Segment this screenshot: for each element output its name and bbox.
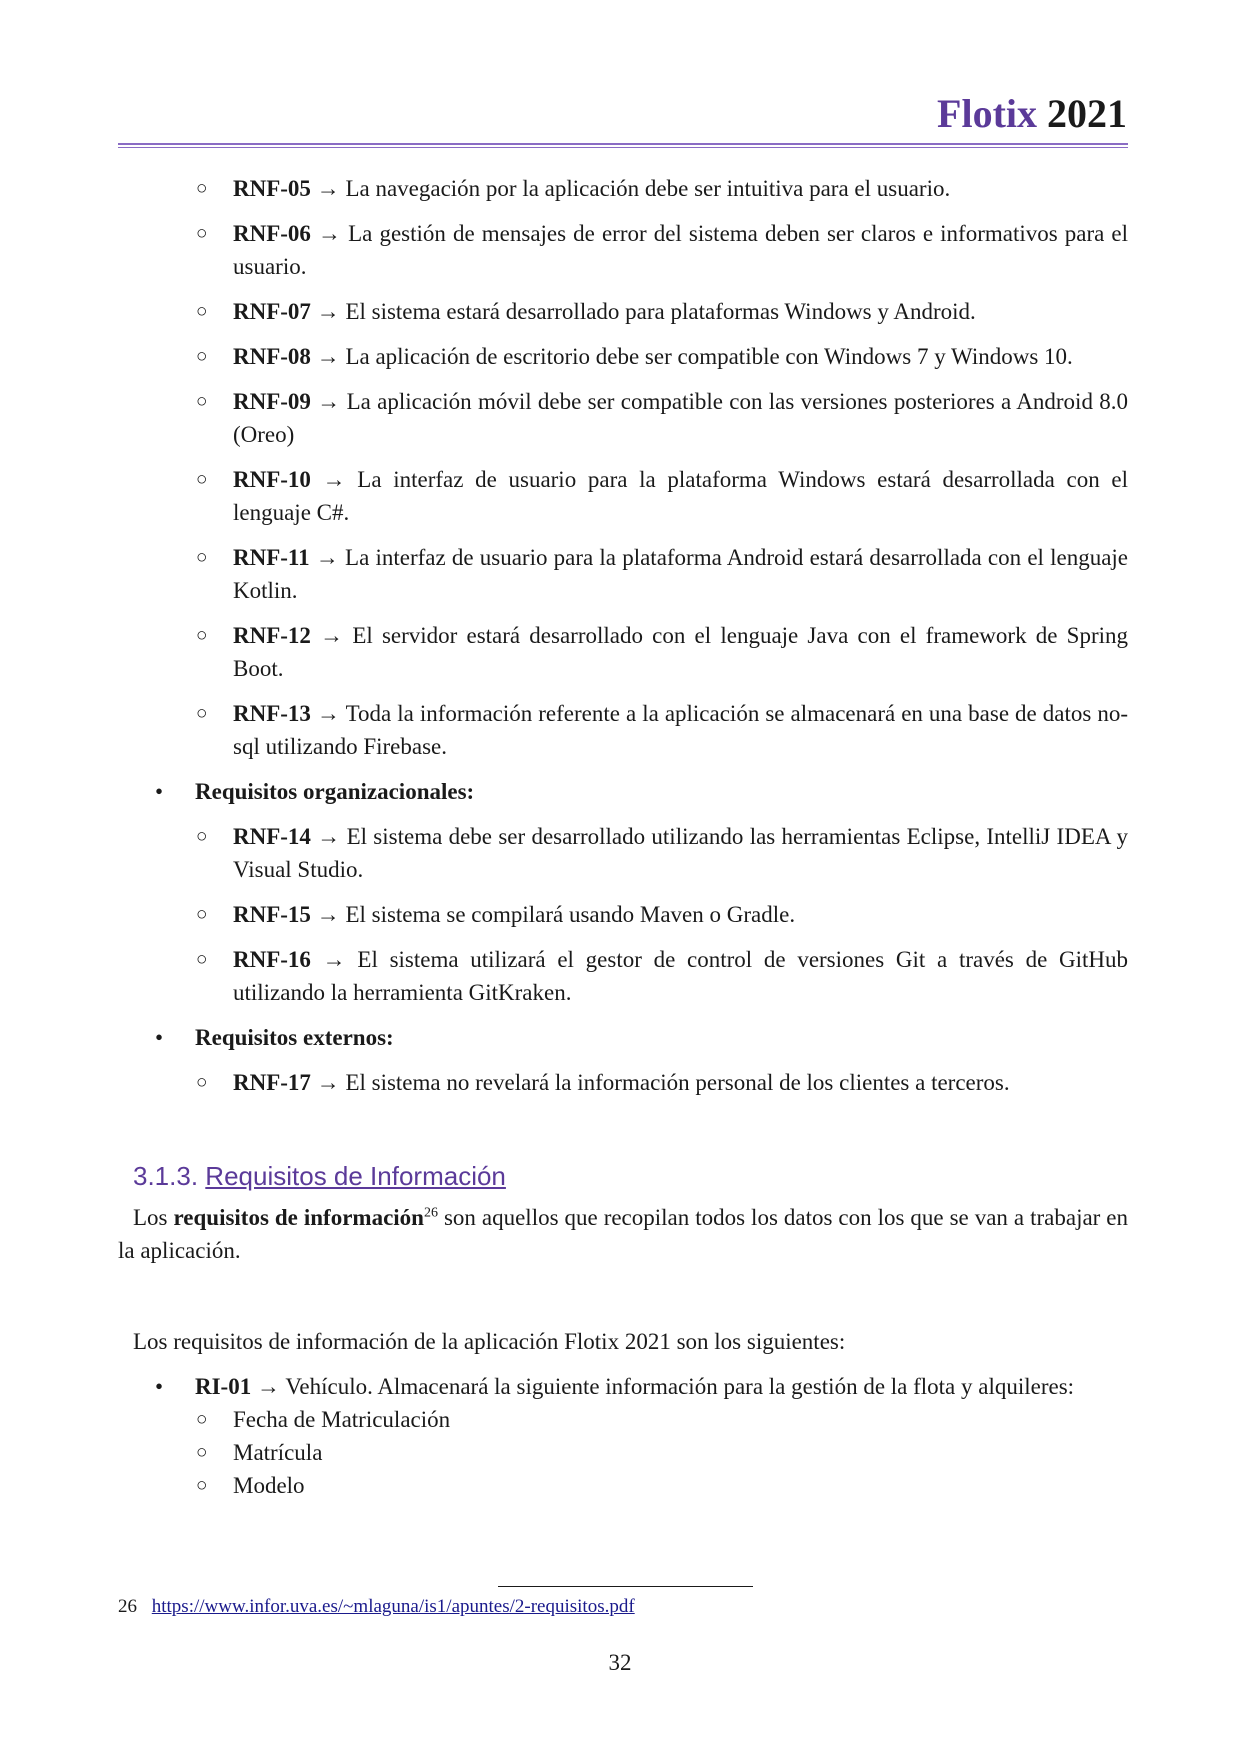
intro-bold-term: requisitos de información [173,1205,424,1230]
intro-prefix: Los [133,1205,168,1230]
circle-bullet-icon: ○ [196,1475,208,1496]
requirement-code: RNF-17 [233,1070,311,1095]
requirement-text: El sistema se compilará usando Maven o Gradle. [345,902,796,927]
requirement-code: RNF-10 [233,467,311,492]
information-requirement-item [118,1370,1128,1403]
header-year: 2021 [1047,91,1127,136]
requirement-text: La interfaz de usuario para la plataforma Windows estará desarrollada con el lenguaje C#. [233,467,1128,525]
information-field [118,1436,1128,1469]
page-content [118,172,1128,1502]
requirement-code: RNF-06 [233,221,311,246]
requirement-text: Vehículo. Almacenará la siguiente información para la gestión de la flota y alquileres: [285,1374,1075,1399]
requirement-item [118,1066,1128,1099]
circle-bullet-icon: ○ [196,1072,208,1093]
requirement-text: El sistema utilizará el gestor de control de versiones Git a través de GitHub utilizando la herramienta GitKraken. [233,947,1129,1005]
category-heading-organizational [118,775,1128,808]
requirement-item [118,217,1128,283]
circle-bullet-icon: ○ [196,703,208,724]
circle-bullet-icon: ○ [196,949,208,970]
circle-bullet-icon: ○ [196,1409,208,1430]
requirement-item [118,385,1128,451]
header-rule [118,143,1128,145]
arrow-icon: → [316,344,340,369]
circle-bullet-icon: ○ [196,391,208,412]
requirement-item [118,619,1128,685]
requirement-code: RNF-11 [233,545,310,570]
arrow-icon: → [317,389,341,414]
circle-bullet-icon: ○ [196,904,208,925]
section-intro-paragraph [118,1201,1128,1267]
requirement-item [118,898,1128,931]
requirement-text: La gestión de mensajes de error del sistema deben ser claros e informativos para el usuario. [233,221,1129,279]
header-rule-thin [118,147,1128,148]
arrow-icon: → [317,824,341,849]
page-number: 32 [608,1650,632,1675]
requirement-code: RNF-15 [233,902,311,927]
footnote-number: 26 [118,1596,137,1617]
arrow-icon: → [316,176,340,201]
circle-bullet-icon: ○ [196,301,208,322]
arrow-icon: → [316,299,340,324]
circle-bullet-icon: ○ [196,826,208,847]
requirement-text: Toda la información referente a la aplicación se almacenará en una base de datos no-sql utilizando Firebase. [233,701,1128,759]
requirement-code: RNF-12 [233,623,311,648]
requirement-code: RNF-16 [233,947,311,972]
requirement-text: La navegación por la aplicación debe ser intuitiva para el usuario. [345,176,951,201]
requirement-item [118,697,1128,763]
information-field [118,1469,1128,1502]
arrow-icon: → [322,947,346,972]
requirement-item [118,172,1128,205]
requirement-item [118,340,1128,373]
spacer [118,1267,1128,1325]
section-heading [133,1159,1128,1193]
circle-bullet-icon: ○ [196,547,208,568]
requirement-item [118,295,1128,328]
requirement-code: RNF-05 [233,176,311,201]
footnote-link[interactable]: https://www.infor.uva.es/~mlaguna/is1/apuntes/2-requisitos.pdf [151,1596,635,1617]
circle-bullet-icon: ○ [196,178,208,199]
document-header-title [937,90,1127,138]
requirement-text: El sistema estará desarrollado para plataformas Windows y Android. [345,299,976,324]
header-brand: Flotix [937,91,1037,136]
circle-bullet-icon: ○ [196,625,208,646]
arrow-icon: → [322,467,346,492]
arrow-icon: → [316,902,340,927]
requirement-item [118,541,1128,607]
requirement-item [118,820,1128,886]
field-label: Matrícula [233,1440,323,1465]
information-field [118,1403,1128,1436]
section-lead-paragraph: Los requisitos de información de la aplicación Flotix 2021 son los siguientes: [133,1329,846,1354]
bullet-icon: • [155,1025,164,1050]
arrow-icon: → [315,545,339,570]
requirement-text: El sistema no revelará la información personal de los clientes a terceros. [345,1070,1010,1095]
footnote [118,1594,635,1620]
intro-rest: son aquellos que recopilan todos los datos con los que se van a trabajar en la aplicación. [118,1205,1129,1263]
footnote-separator [498,1586,753,1587]
circle-bullet-icon: ○ [196,346,208,367]
category-label: Requisitos externos: [195,1025,394,1050]
requirement-text: El sistema debe ser desarrollado utilizando las herramientas Eclipse, IntelliJ IDEA y Visual Studio. [233,824,1129,882]
arrow-icon: → [316,1070,340,1095]
requirement-text: La aplicación de escritorio debe ser compatible con Windows 7 y Windows 10. [345,344,1073,369]
category-label: Requisitos organizacionales: [195,779,475,804]
requirement-item [118,463,1128,529]
field-label: Modelo [233,1473,305,1498]
requirement-code: RNF-13 [233,701,311,726]
bullet-icon: • [155,779,164,804]
requirement-item [118,943,1128,1009]
circle-bullet-icon: ○ [196,223,208,244]
arrow-icon: → [320,623,344,648]
requirement-text: La aplicación móvil debe ser compatible con las versiones posteriores a Android 8.0 (Oreo) [233,389,1129,447]
requirement-code: RNF-14 [233,824,311,849]
arrow-icon: → [316,701,340,726]
requirement-code: RNF-08 [233,344,311,369]
footnote-reference[interactable]: 26 [423,1205,438,1221]
bullet-icon: • [155,1374,164,1399]
field-label: Fecha de Matriculación [233,1407,451,1432]
requirement-text: La interfaz de usuario para la plataforma Android estará desarrollada con el lenguaje Kotlin. [233,545,1129,603]
requirement-code: RI-01 [195,1374,252,1399]
section-title: Requisitos de Información [205,1161,506,1191]
requirement-code: RNF-07 [233,299,311,324]
arrow-icon: → [318,221,342,246]
arrow-icon: → [256,1374,280,1399]
requirement-text: El servidor estará desarrollado con el lenguaje Java con el framework de Spring Boot. [233,623,1128,681]
requirement-code: RNF-09 [233,389,311,414]
circle-bullet-icon: ○ [196,1442,208,1463]
circle-bullet-icon: ○ [196,469,208,490]
category-heading-external [118,1021,1128,1054]
section-number: 3.1.3. [133,1161,199,1191]
